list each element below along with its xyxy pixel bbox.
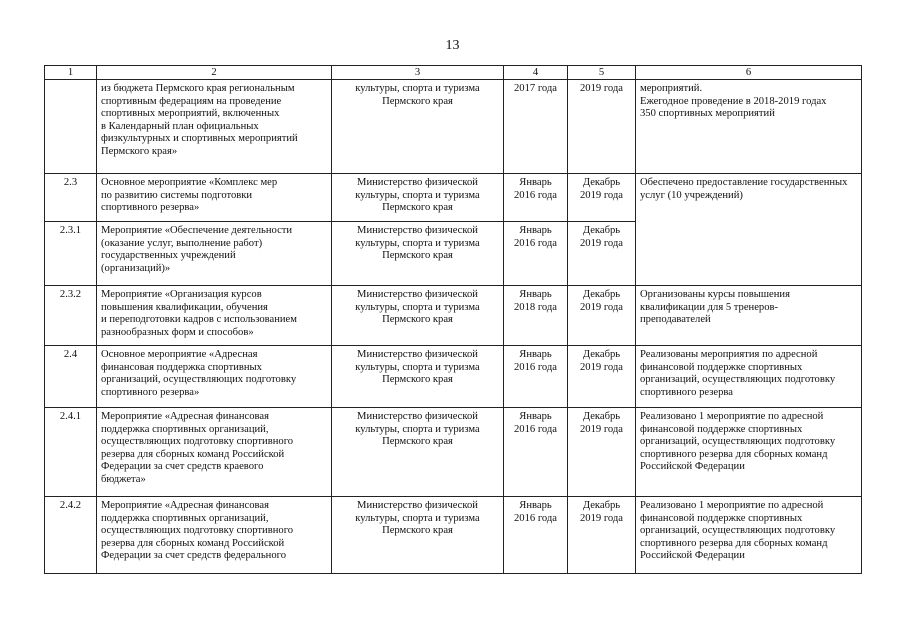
end-date: Декабрь 2019 года <box>568 346 636 408</box>
start-date: Январь 2016 года <box>504 346 568 408</box>
end-date: Декабрь 2019 года <box>568 174 636 222</box>
end-date: 2019 года <box>568 80 636 174</box>
end-date: Декабрь 2019 года <box>568 497 636 574</box>
end-date: Декабрь 2019 года <box>568 286 636 346</box>
column-header-3: 3 <box>332 66 504 80</box>
end-date: Декабрь 2019 года <box>568 408 636 497</box>
expected-result: Обеспечено предоставление государственных услуг (10 учреждений) <box>636 174 862 286</box>
row-number: 2.3.1 <box>45 222 97 286</box>
row-number: 2.4 <box>45 346 97 408</box>
row-number <box>45 80 97 174</box>
start-date: 2017 года <box>504 80 568 174</box>
row-number: 2.3 <box>45 174 97 222</box>
expected-result: Реализовано 1 мероприятие по адресной финансовой поддержке спортивных организаций, осуществляющих подготовку спортивного резерва для сборных команд Российской Федерации <box>636 497 862 574</box>
event-name: из бюджета Пермского края региональным спортивным федерациям на проведение спортивных мероприятий, включенных в Календарный план официальных физкультурных и спортивных мероприятий Пермского края» <box>97 80 332 174</box>
executor: Министерство физической культуры, спорта и туризма Пермского края <box>332 222 504 286</box>
table-row <box>45 497 862 574</box>
event-name: Мероприятие «Обеспечение деятельности (оказание услуг, выполнение работ) государственных учреждений (организаций)» <box>97 222 332 286</box>
header-row <box>45 66 862 80</box>
executor: Министерство физической культуры, спорта и туризма Пермского края <box>332 408 504 497</box>
executor: Министерство физической культуры, спорта и туризма Пермского края <box>332 346 504 408</box>
table-row <box>45 346 862 408</box>
table-row <box>45 286 862 346</box>
event-name: Мероприятие «Адресная финансовая поддержка спортивных организаций, осуществляющих подготовку спортивного резерва для сборных команд Российской Федерации за счет средств федерального <box>97 497 332 574</box>
row-number: 2.4.2 <box>45 497 97 574</box>
column-header-4: 4 <box>504 66 568 80</box>
column-header-2: 2 <box>97 66 332 80</box>
start-date: Январь 2016 года <box>504 174 568 222</box>
event-name: Основное мероприятие «Адресная финансовая поддержка спортивных организаций, осуществляющих подготовку спортивного резерва» <box>97 346 332 408</box>
table-row <box>45 80 862 174</box>
end-date: Декабрь 2019 года <box>568 222 636 286</box>
start-date: Январь 2016 года <box>504 222 568 286</box>
event-name: Мероприятие «Адресная финансовая поддержка спортивных организаций, осуществляющих подготовку спортивного резерва для сборных команд Российской Федерации за счет средств краевого бюджета» <box>97 408 332 497</box>
column-header-1: 1 <box>45 66 97 80</box>
executor: Министерство физической культуры, спорта и туризма Пермского края <box>332 497 504 574</box>
executor: Министерство физической культуры, спорта и туризма Пермского края <box>332 286 504 346</box>
program-table <box>44 65 862 574</box>
start-date: Январь 2018 года <box>504 286 568 346</box>
row-number: 2.4.1 <box>45 408 97 497</box>
executor: Министерство физической культуры, спорта и туризма Пермского края <box>332 174 504 222</box>
row-number: 2.3.2 <box>45 286 97 346</box>
start-date: Январь 2016 года <box>504 497 568 574</box>
column-header-6: 6 <box>636 66 862 80</box>
event-name: Мероприятие «Организация курсов повышения квалификации, обучения и переподготовки кадров с использованием разнообразных форм и способов» <box>97 286 332 346</box>
start-date: Январь 2016 года <box>504 408 568 497</box>
table-row <box>45 174 862 222</box>
executor: культуры, спорта и туризма Пермского края <box>332 80 504 174</box>
expected-result: Реализовано 1 мероприятие по адресной финансовой поддержке спортивных организаций, осуществляющих подготовку спортивного резерва для сборных команд Российской Федерации <box>636 408 862 497</box>
expected-result: Организованы курсы повышения квалификации для 5 тренеров- преподавателей <box>636 286 862 346</box>
expected-result: Реализованы мероприятия по адресной финансовой поддержке спортивных организаций, осуществляющих подготовку спортивного резерва <box>636 346 862 408</box>
column-header-5: 5 <box>568 66 636 80</box>
page-number: 13 <box>445 38 460 53</box>
event-name: Основное мероприятие «Комплекс мер по развитию системы подготовки спортивного резерва» <box>97 174 332 222</box>
table-row <box>45 408 862 497</box>
expected-result: мероприятий. Ежегодное проведение в 2018-2019 годах 350 спортивных мероприятий <box>636 80 862 174</box>
